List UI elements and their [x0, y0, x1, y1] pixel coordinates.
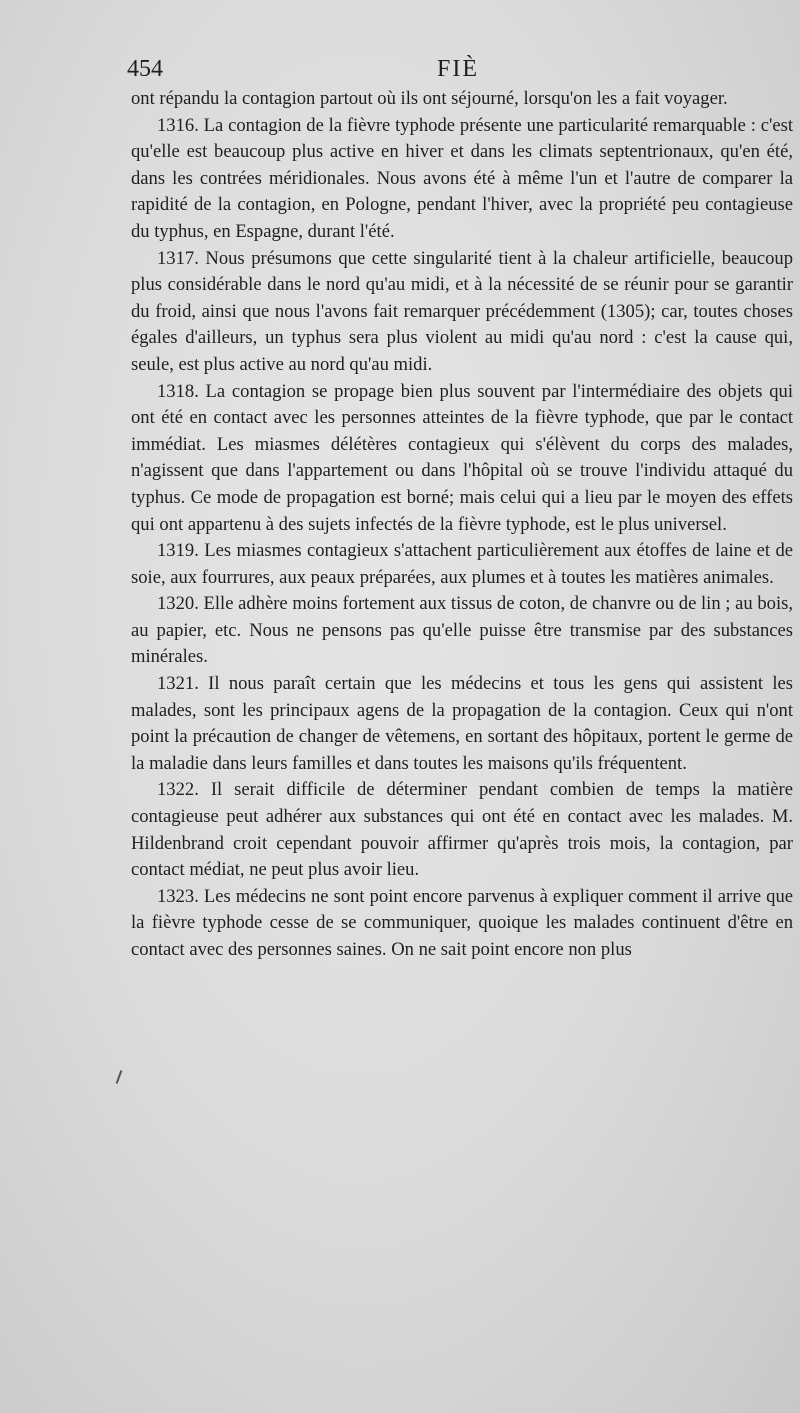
paragraph-1321: 1321. Il nous paraît certain que les médecins et tous les gens qui assistent les malades, sont les principaux agens de la propagation de la contagion. Ceux qui n'ont point la précaution de changer de vêtemens, en sortant des hôpitaux, portent le germe de la maladie dans leurs familles et dans toutes les maisons qu'ils fréquentent.	[131, 673, 793, 774]
running-head: FIÈ	[437, 56, 479, 82]
paragraph-1316: 1316. La contagion de la fièvre typhode présente une particularité remarquable : c'est qu'elle est beaucoup plus active en hiver et dans les climats septentrionaux, qu'en été, dans les contrées méridionales. Nous avons été à même l'un et l'autre de comparer la rapidité de la contagion, en Pologne, pendant l'hiver, avec la propriété peu contagieuse du typhus, en Espagne, durant l'été.	[131, 114, 793, 242]
paragraph-1322: 1322. Il serait difficile de déterminer pendant combien de temps la matière contagieuse peut adhérer aux substances qui ont été en contact avec les malades. M. Hildenbrand croit cependant pouvoir affirmer qu'après trois mois, la contagion, par contact médiat, ne peut plus avoir lieu.	[131, 779, 793, 881]
paragraph-1319: 1319. Les miasmes contagieux s'attachent particulièrement aux étoffes de laine et de soie, aux fourrures, aux peaux préparées, aux plumes et à toutes les matières animales.	[131, 540, 793, 588]
paragraph-1323: 1323. Les médecins ne sont point encore parvenus à expliquer comment il arrive que la fièvre typhode cesse de se communiquer, quoique les malades continuent d'être en contact avec des personnes saines. On ne sait point encore non plus	[131, 885, 793, 960]
page-body	[131, 86, 793, 964]
paragraph-1317: 1317. Nous présumons que cette singularité tient à la chaleur artificielle, beaucoup plus considérable dans le nord qu'au midi, et à la nécessité de se réunir pour se garantir du froid, ainsi que nous l'avons fait remarquer précédemment (1305); car, toutes choses égales d'ailleurs, un typhus sera plus violent au midi qu'au nord : c'est la cause qui, seule, est plus active au nord qu'au midi.	[131, 247, 793, 375]
paragraph-continuation: ont répandu la contagion partout où ils ont séjourné, lorsqu'on les a fait voyager.	[131, 88, 728, 109]
page-header	[127, 52, 766, 86]
paragraph-1318: 1318. La contagion se propage bien plus souvent par l'intermédiaire des objets qui ont été en contact avec les personnes atteintes de la fièvre typhode, que par le contact immédiat. Les miasmes délétères contagieux qui s'élèvent du corps des malades, n'agissent que dans l'appartement ou dans l'hôpital où se trouve l'individu attaqué du typhus. Ce mode de propagation est borné; mais celui qui a lieu par le moyen des effets qui ont appartenu à des sujets infectés de la fièvre typhode, est le plus universel.	[131, 380, 793, 535]
paper-mark	[116, 1070, 123, 1084]
page-number: 454	[127, 56, 163, 82]
paragraph-1320: 1320. Elle adhère moins fortement aux tissus de coton, de chanvre ou de lin ; au bois, au papier, etc. Nous ne pensons pas qu'elle puisse être transmise par des substances minérales.	[131, 593, 793, 668]
